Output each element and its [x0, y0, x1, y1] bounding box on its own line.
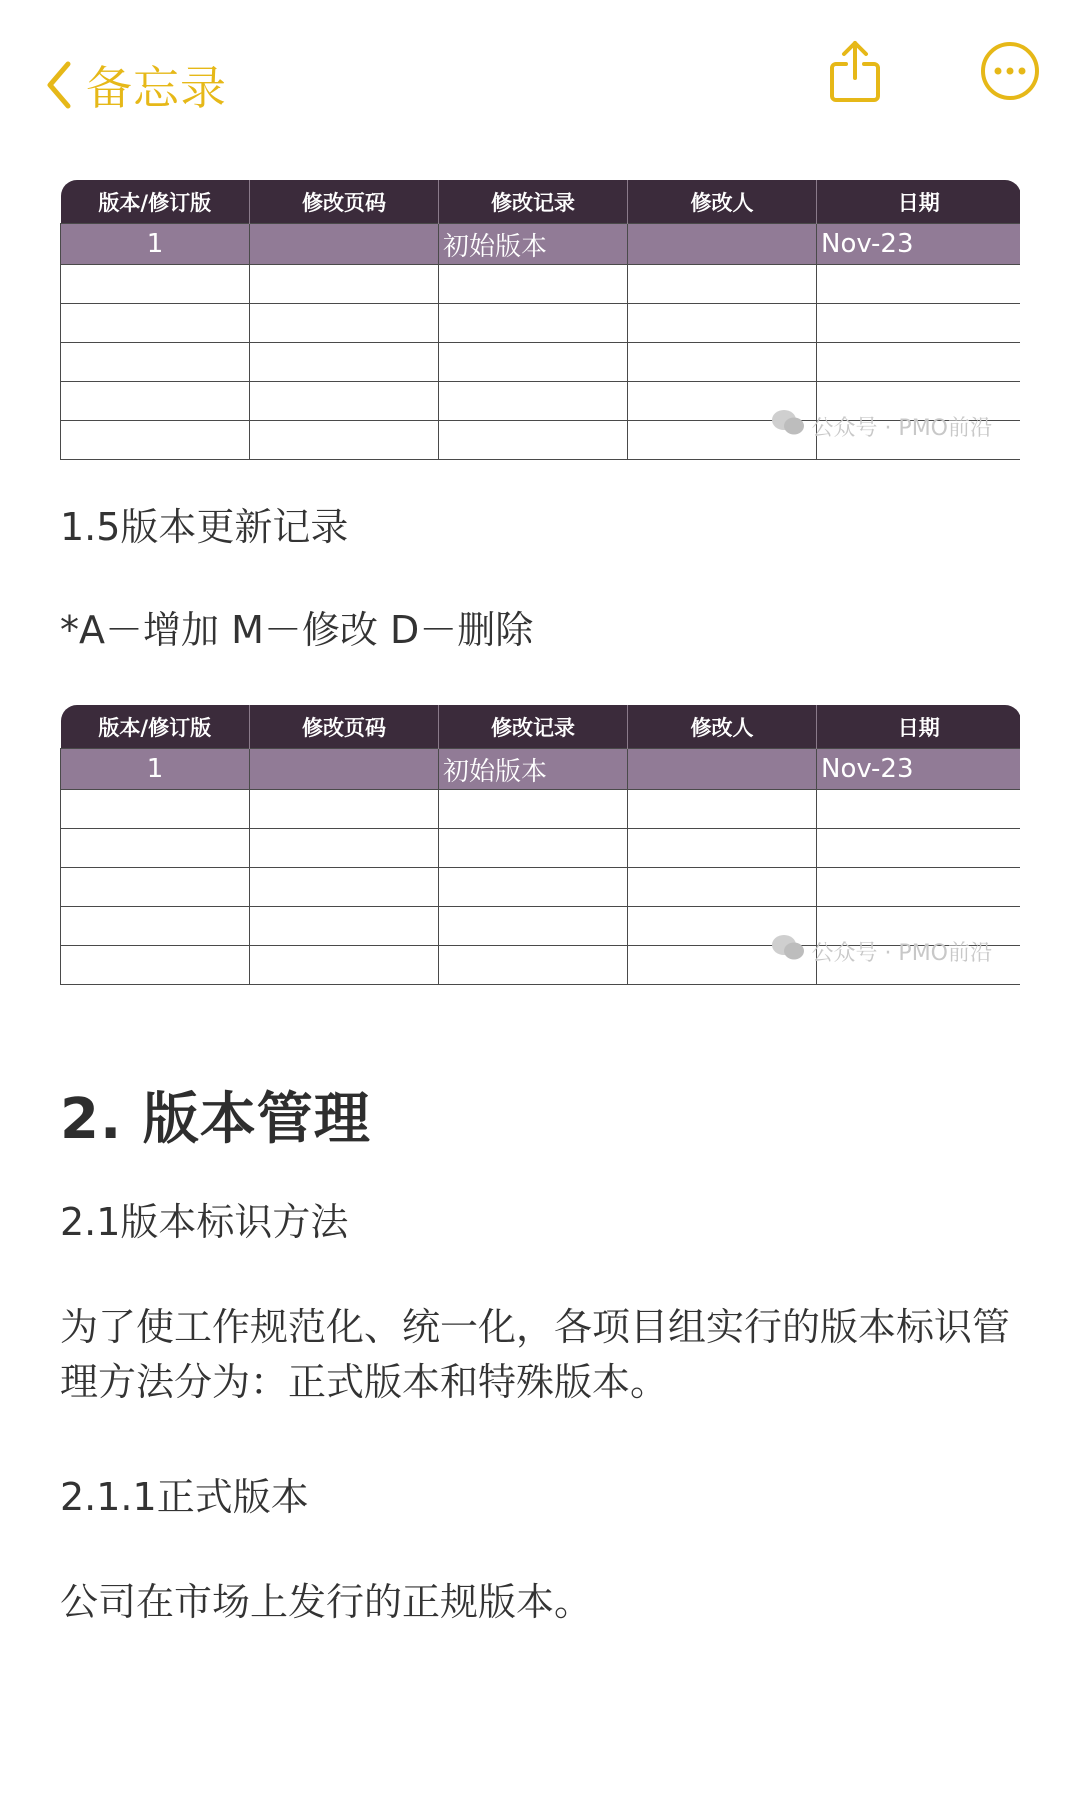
watermark-text: 公众号 · PMO前沿 — [811, 940, 992, 966]
paragraph-official-version: 公司在市场上发行的正规版本。 — [60, 1580, 593, 1624]
share-icon — [826, 38, 884, 108]
nav-bar — [0, 0, 1080, 170]
cell-version: 1 — [61, 749, 250, 790]
header-version: 版本/修订版 — [61, 180, 250, 224]
watermark-text: 公众号 · PMO前沿 — [811, 415, 992, 441]
wechat-icon — [771, 409, 811, 443]
share-button[interactable] — [820, 38, 890, 108]
watermark — [771, 934, 992, 968]
header-page: 修改页码 — [250, 705, 439, 749]
cell-modifier — [628, 749, 817, 790]
cell-modifier — [628, 224, 817, 265]
header-date: 日期 — [817, 705, 1021, 749]
cell-record: 初始版本 — [439, 224, 628, 265]
cell-date: Nov-23 — [817, 224, 1021, 265]
header-modifier: 修改人 — [628, 180, 817, 224]
paragraph-identification: 为了使工作规范化、统一化，各项目组实行的版本标识管理方法分为：正式版本和特殊版本。 — [60, 1305, 1011, 1405]
cell-version: 1 — [61, 224, 250, 265]
table-row — [61, 829, 1021, 868]
table-row — [61, 343, 1021, 382]
cell-record: 初始版本 — [439, 749, 628, 790]
subheading-identification: 2.1版本标识方法 — [60, 1200, 349, 1244]
back-label: 备忘录 — [86, 61, 227, 115]
table-row — [61, 868, 1021, 907]
revision-table-image — [60, 705, 1020, 988]
revision-table-image — [60, 180, 1020, 463]
chevron-left-icon — [44, 60, 74, 110]
subheading-official-version: 2.1.1正式版本 — [60, 1475, 309, 1519]
header-page: 修改页码 — [250, 180, 439, 224]
paragraph-version-log: 1.5版本更新记录 — [60, 505, 349, 549]
table-row — [61, 224, 1021, 265]
table-header-row — [61, 705, 1021, 749]
cell-date: Nov-23 — [817, 749, 1021, 790]
table-row — [61, 265, 1021, 304]
table-row — [61, 304, 1021, 343]
cell-page — [250, 749, 439, 790]
wechat-icon — [771, 934, 811, 968]
table-row — [61, 749, 1021, 790]
more-button[interactable] — [975, 38, 1045, 108]
watermark — [771, 409, 992, 443]
header-record: 修改记录 — [439, 705, 628, 749]
cell-page — [250, 224, 439, 265]
header-version: 版本/修订版 — [61, 705, 250, 749]
table-row — [61, 790, 1021, 829]
back-button[interactable] — [44, 50, 227, 120]
header-record: 修改记录 — [439, 180, 628, 224]
section-heading: 2. 版本管理 — [60, 1087, 371, 1152]
paragraph-legend: *A－增加 M－修改 D－删除 — [60, 608, 534, 652]
header-modifier: 修改人 — [628, 705, 817, 749]
header-date: 日期 — [817, 180, 1021, 224]
table-header-row — [61, 180, 1021, 224]
more-icon — [979, 40, 1041, 106]
